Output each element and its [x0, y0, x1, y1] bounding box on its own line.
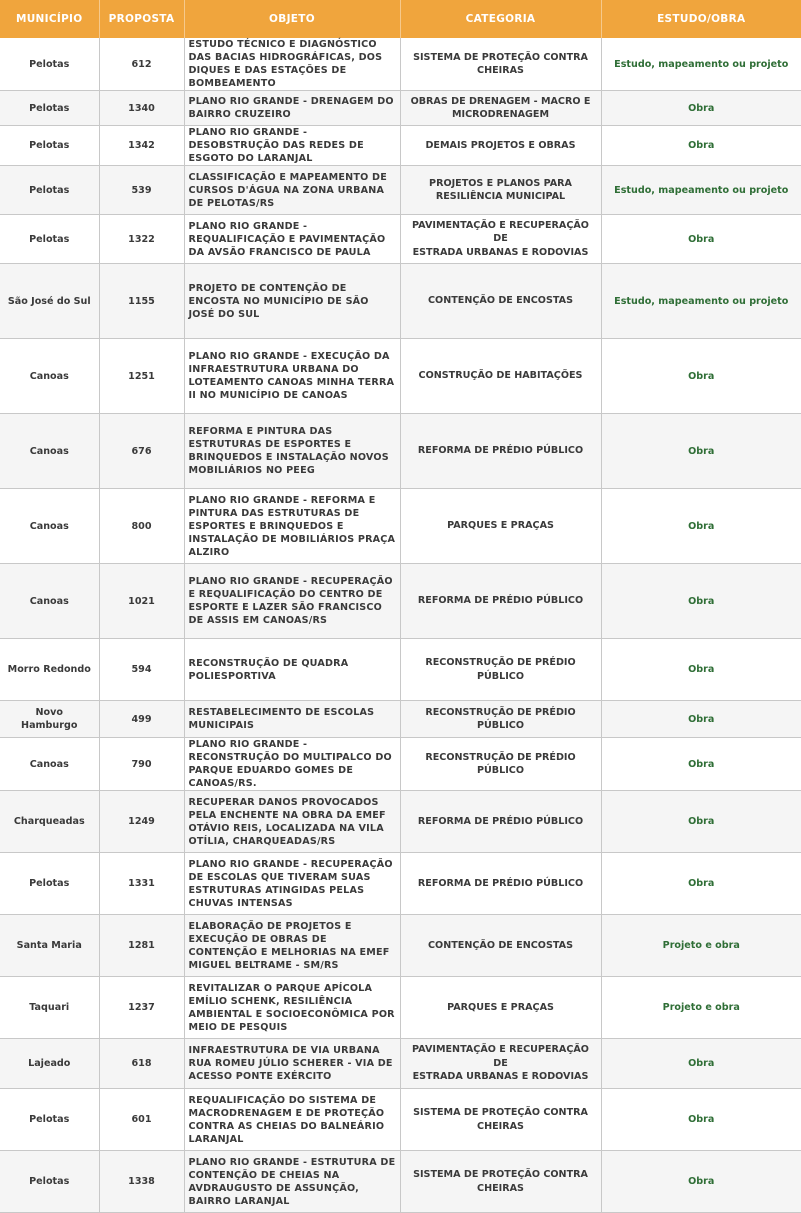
column-header-objeto: OBJETO — [184, 0, 400, 38]
column-header-estudo-obra: ESTUDO/OBRA — [601, 0, 801, 38]
cell-estudo-obra: Obra — [601, 738, 801, 791]
cell-proposta: 618 — [99, 1039, 184, 1089]
cell-estudo-obra: Projeto e obra — [601, 977, 801, 1039]
table-row — [0, 215, 801, 264]
cell-proposta: 601 — [99, 1089, 184, 1151]
cell-objeto: PLANO RIO GRANDE - REFORMA E PINTURA DAS ESTRUTURAS DE ESPORTES E BRINQUEDOS E INSTALAÇÃO DE MOBILIÁRIOS PRAÇA ALZIRO — [184, 489, 400, 564]
cell-objeto: ESTUDO TÉCNICO E DIAGNÓSTICO DAS BACIAS HIDROGRÁFICAS, DOS DIQUES E DAS ESTAÇÕES DE BOMBEAMENTO — [184, 38, 400, 91]
table-row — [0, 489, 801, 564]
cell-categoria: PAVIMENTAÇÃO E RECUPERAÇÃO DE ESTRADA URBANAS E RODOVIAS — [400, 215, 601, 264]
cell-proposta: 1281 — [99, 915, 184, 977]
cell-estudo-obra: Obra — [601, 1151, 801, 1213]
cell-proposta: 790 — [99, 738, 184, 791]
cell-proposta: 1249 — [99, 791, 184, 853]
table-row — [0, 166, 801, 215]
cell-objeto: PLANO RIO GRANDE - ESTRUTURA DE CONTENÇÃO DE CHEIAS NA AVDRAUGUSTO DE ASSUNÇÃO, BAIRRO LARANJAL — [184, 1151, 400, 1213]
table-row — [0, 1151, 801, 1213]
cell-objeto: REQUALIFICAÇÃO DO SISTEMA DE MACRODRENAGEM E DE PROTEÇÃO CONTRA AS CHEIAS DO BALNEÁRIO LARANJAL — [184, 1089, 400, 1151]
cell-proposta: 594 — [99, 639, 184, 701]
cell-categoria: PAVIMENTAÇÃO E RECUPERAÇÃO DE ESTRADA URBANAS E RODOVIAS — [400, 1039, 601, 1089]
table-row — [0, 264, 801, 339]
cell-estudo-obra: Obra — [601, 91, 801, 126]
cell-municipio: Pelotas — [0, 91, 99, 126]
cell-categoria: RECONSTRUÇÃO DE PRÉDIO PÚBLICO — [400, 639, 601, 701]
cell-proposta: 676 — [99, 414, 184, 489]
cell-proposta: 1338 — [99, 1151, 184, 1213]
table-row — [0, 701, 801, 738]
cell-proposta: 612 — [99, 38, 184, 91]
cell-objeto: ELABORAÇÃO DE PROJETOS E EXECUÇÃO DE OBRAS DE CONTENÇÃO E MELHORIAS NA EMEF MIGUEL BELTRAME - SM/RS — [184, 915, 400, 977]
cell-objeto: PLANO RIO GRANDE - EXECUÇÃO DA INFRAESTRUTURA URBANA DO LOTEAMENTO CANOAS MINHA TERRA II NO MUNICÍPIO DE CANOAS — [184, 339, 400, 414]
cell-proposta: 1331 — [99, 853, 184, 915]
table-row — [0, 564, 801, 639]
table-row — [0, 915, 801, 977]
cell-objeto: REVITALIZAR O PARQUE APÍCOLA EMÍLIO SCHENK, RESILIÊNCIA AMBIENTAL E SOCIOECONÔMICA POR MEIO DE PESQUIS — [184, 977, 400, 1039]
cell-municipio: Pelotas — [0, 1151, 99, 1213]
column-header-proposta: PROPOSTA — [99, 0, 184, 38]
cell-municipio: Pelotas — [0, 853, 99, 915]
cell-estudo-obra: Obra — [601, 414, 801, 489]
cell-municipio: Canoas — [0, 564, 99, 639]
cell-categoria: PARQUES E PRAÇAS — [400, 977, 601, 1039]
cell-categoria: SISTEMA DE PROTEÇÃO CONTRA CHEIRAS — [400, 1151, 601, 1213]
cell-categoria: CONSTRUÇÃO DE HABITAÇÕES — [400, 339, 601, 414]
cell-objeto: RECONSTRUÇÃO DE QUADRA POLIESPORTIVA — [184, 639, 400, 701]
cell-objeto: PLANO RIO GRANDE - DESOBSTRUÇÃO DAS REDES DE ESGOTO DO LARANJAL — [184, 126, 400, 166]
cell-municipio: Canoas — [0, 738, 99, 791]
cell-municipio: Pelotas — [0, 215, 99, 264]
cell-estudo-obra: Obra — [601, 564, 801, 639]
cell-categoria: REFORMA DE PRÉDIO PÚBLICO — [400, 564, 601, 639]
cell-categoria: REFORMA DE PRÉDIO PÚBLICO — [400, 853, 601, 915]
cell-objeto: RECUPERAR DANOS PROVOCADOS PELA ENCHENTE NA OBRA DA EMEF OTÁVIO REIS, LOCALIZADA NA VILA OTÍLIA, CHARQUEADAS/RS — [184, 791, 400, 853]
cell-municipio: Pelotas — [0, 1089, 99, 1151]
cell-categoria: RECONSTRUÇÃO DE PRÉDIO PÚBLICO — [400, 738, 601, 791]
cell-proposta: 1342 — [99, 126, 184, 166]
table-row — [0, 1089, 801, 1151]
cell-proposta: 539 — [99, 166, 184, 215]
table-row — [0, 91, 801, 126]
table-row — [0, 126, 801, 166]
cell-estudo-obra: Obra — [601, 489, 801, 564]
cell-objeto: PLANO RIO GRANDE - REQUALIFICAÇÃO E PAVIMENTAÇÃO DA AVSÃO FRANCISCO DE PAULA — [184, 215, 400, 264]
cell-objeto: PLANO RIO GRANDE - DRENAGEM DO BAIRRO CRUZEIRO — [184, 91, 400, 126]
cell-estudo-obra: Obra — [601, 1089, 801, 1151]
cell-objeto: PLANO RIO GRANDE - RECUPERAÇÃO E REQUALIFICAÇÃO DO CENTRO DE ESPORTE E LAZER SÃO FRANCISCO DE ASSIS EM CANOAS/RS — [184, 564, 400, 639]
column-header-categoria: CATEGORIA — [400, 0, 601, 38]
table-row — [0, 339, 801, 414]
table-row — [0, 1039, 801, 1089]
cell-municipio: Pelotas — [0, 126, 99, 166]
header-row — [0, 0, 801, 38]
cell-proposta: 1340 — [99, 91, 184, 126]
cell-categoria: PROJETOS E PLANOS PARA RESILIÊNCIA MUNICIPAL — [400, 166, 601, 215]
cell-proposta: 1251 — [99, 339, 184, 414]
cell-estudo-obra: Obra — [601, 853, 801, 915]
cell-estudo-obra: Obra — [601, 791, 801, 853]
cell-categoria: DEMAIS PROJETOS E OBRAS — [400, 126, 601, 166]
cell-categoria: OBRAS DE DRENAGEM - MACRO E MICRODRENAGEM — [400, 91, 601, 126]
cell-municipio: Taquari — [0, 977, 99, 1039]
table-row — [0, 738, 801, 791]
cell-objeto: RESTABELECIMENTO DE ESCOLAS MUNICIPAIS — [184, 701, 400, 738]
column-header-municipio: MUNICÍPIO — [0, 0, 99, 38]
cell-categoria: PARQUES E PRAÇAS — [400, 489, 601, 564]
cell-objeto: PROJETO DE CONTENÇÃO DE ENCOSTA NO MUNICÍPIO DE SÃO JOSÉ DO SUL — [184, 264, 400, 339]
cell-objeto: REFORMA E PINTURA DAS ESTRUTURAS DE ESPORTES E BRINQUEDOS E INSTALAÇÃO NOVOS MOBILIÁRIOS NO PEEG — [184, 414, 400, 489]
cell-estudo-obra: Estudo, mapeamento ou projeto — [601, 166, 801, 215]
table-row — [0, 853, 801, 915]
cell-estudo-obra: Obra — [601, 126, 801, 166]
cell-categoria: REFORMA DE PRÉDIO PÚBLICO — [400, 791, 601, 853]
cell-objeto: CLASSIFICAÇÃO E MAPEAMENTO DE CURSOS D'ÁGUA NA ZONA URBANA DE PELOTAS/RS — [184, 166, 400, 215]
cell-municipio: Santa Maria — [0, 915, 99, 977]
cell-estudo-obra: Obra — [601, 339, 801, 414]
cell-categoria: CONTENÇÃO DE ENCOSTAS — [400, 264, 601, 339]
cell-objeto: INFRAESTRUTURA DE VIA URBANA RUA ROMEU JÚLIO SCHERER - VIA DE ACESSO PONTE EXÉRCITO — [184, 1039, 400, 1089]
cell-estudo-obra: Obra — [601, 639, 801, 701]
cell-categoria: REFORMA DE PRÉDIO PÚBLICO — [400, 414, 601, 489]
cell-categoria: SISTEMA DE PROTEÇÃO CONTRA CHEIRAS — [400, 1089, 601, 1151]
table-row — [0, 414, 801, 489]
cell-municipio: Pelotas — [0, 38, 99, 91]
table-row — [0, 977, 801, 1039]
cell-estudo-obra: Estudo, mapeamento ou projeto — [601, 264, 801, 339]
cell-municipio: Canoas — [0, 489, 99, 564]
cell-proposta: 800 — [99, 489, 184, 564]
cell-municipio: Canoas — [0, 339, 99, 414]
cell-municipio: São José do Sul — [0, 264, 99, 339]
cell-estudo-obra: Obra — [601, 701, 801, 738]
cell-proposta: 499 — [99, 701, 184, 738]
cell-municipio: Canoas — [0, 414, 99, 489]
cell-estudo-obra: Projeto e obra — [601, 915, 801, 977]
cell-municipio: Novo Hamburgo — [0, 701, 99, 738]
cell-proposta: 1237 — [99, 977, 184, 1039]
cell-proposta: 1322 — [99, 215, 184, 264]
cell-municipio: Pelotas — [0, 166, 99, 215]
cell-categoria: SISTEMA DE PROTEÇÃO CONTRA CHEIRAS — [400, 38, 601, 91]
table-row — [0, 38, 801, 91]
cell-objeto: PLANO RIO GRANDE - RECONSTRUÇÃO DO MULTIPALCO DO PARQUE EDUARDO GOMES DE CANOAS/RS. — [184, 738, 400, 791]
cell-categoria: RECONSTRUÇÃO DE PRÉDIO PÚBLICO — [400, 701, 601, 738]
table-body — [0, 38, 801, 1213]
cell-estudo-obra: Obra — [601, 1039, 801, 1089]
cell-objeto: PLANO RIO GRANDE - RECUPERAÇÃO DE ESCOLAS QUE TIVERAM SUAS ESTRUTURAS ATINGIDAS PELAS CHUVAS INTENSAS — [184, 853, 400, 915]
cell-municipio: Charqueadas — [0, 791, 99, 853]
cell-proposta: 1155 — [99, 264, 184, 339]
table-row — [0, 791, 801, 853]
cell-estudo-obra: Obra — [601, 215, 801, 264]
cell-estudo-obra: Estudo, mapeamento ou projeto — [601, 38, 801, 91]
cell-municipio: Lajeado — [0, 1039, 99, 1089]
cell-categoria: CONTENÇÃO DE ENCOSTAS — [400, 915, 601, 977]
table-row — [0, 639, 801, 701]
cell-municipio: Morro Redondo — [0, 639, 99, 701]
cell-proposta: 1021 — [99, 564, 184, 639]
